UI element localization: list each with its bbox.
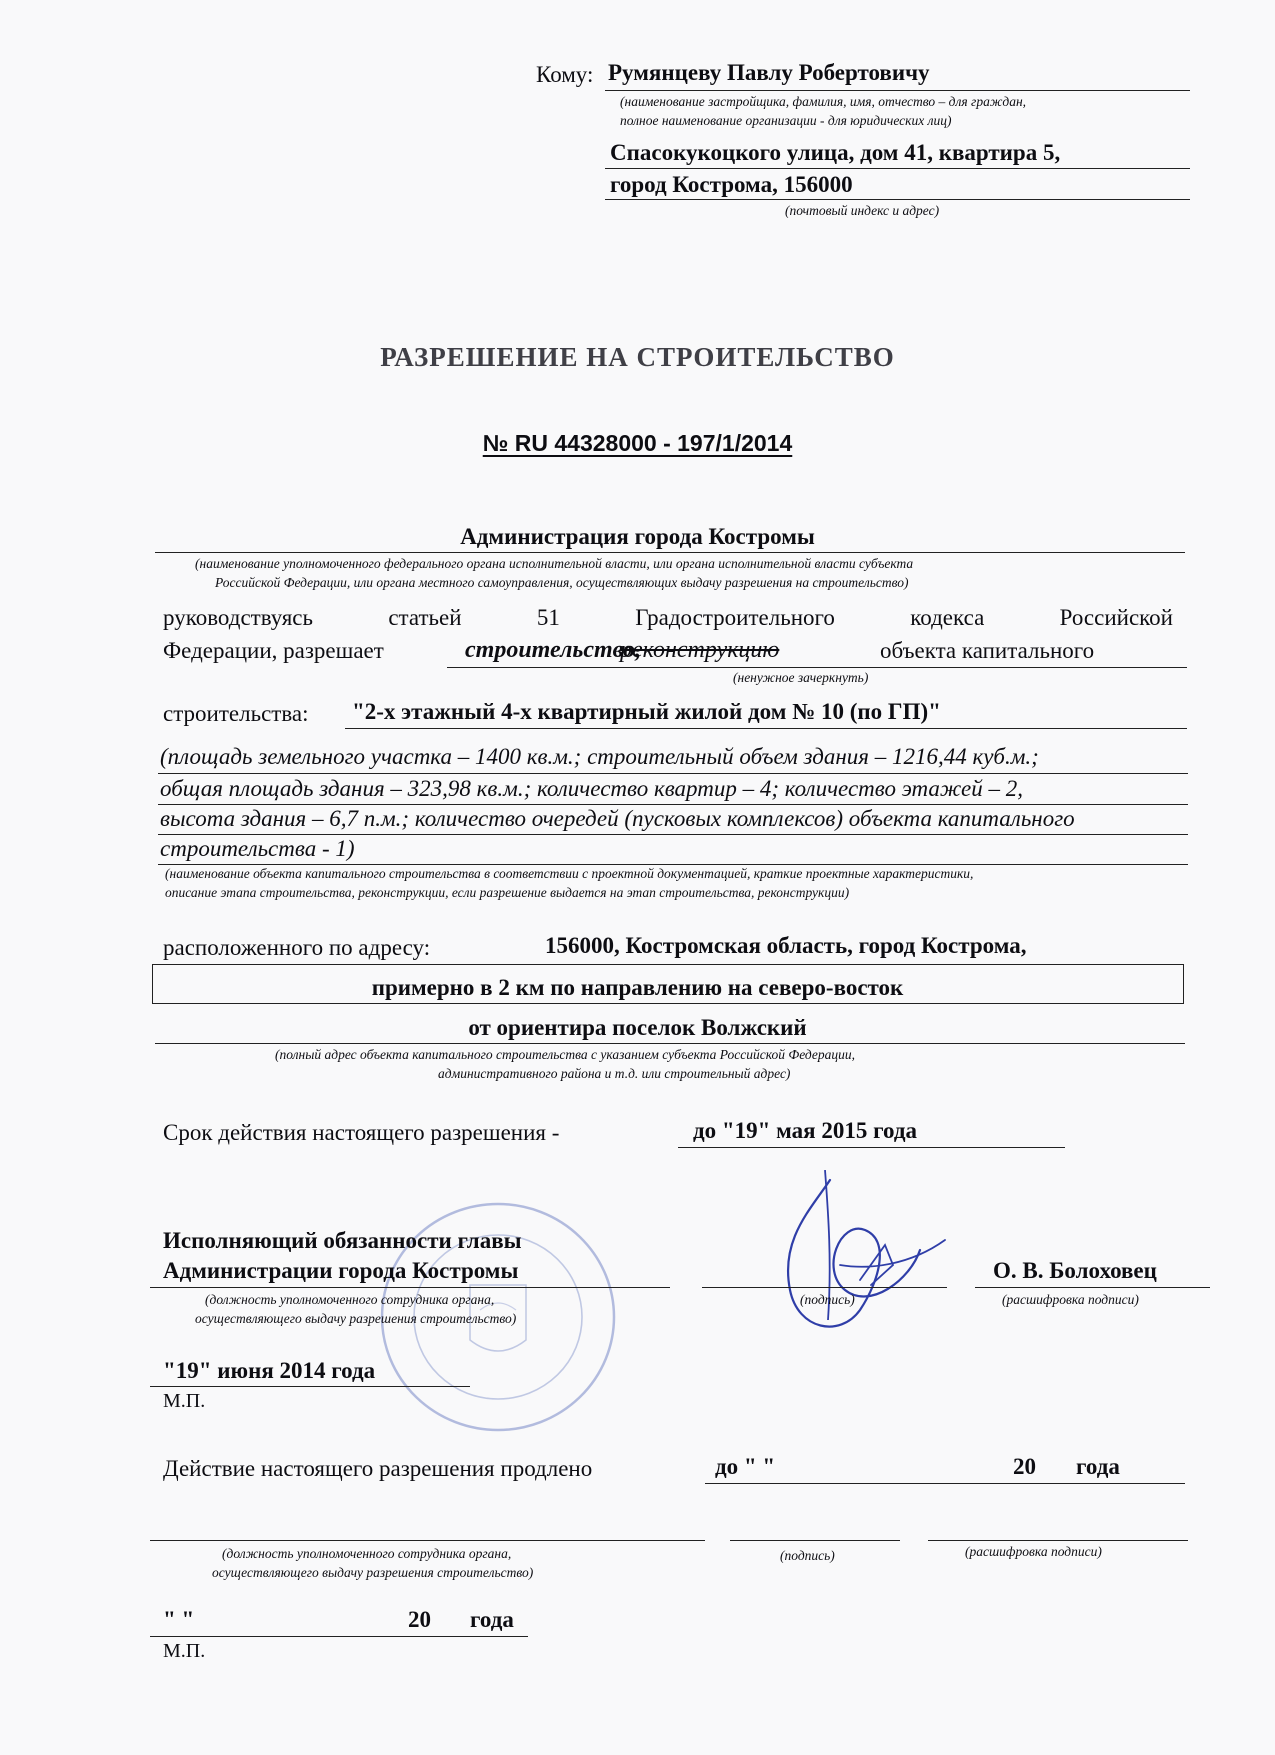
- extension-signature-line: [730, 1540, 900, 1541]
- signatory-position-1: Исполняющий обязанности главы: [163, 1228, 522, 1253]
- document-title: РАЗРЕШЕНИЕ НА СТРОИТЕЛЬСТВО: [380, 342, 895, 372]
- extension-signature-note: (подпись): [780, 1548, 835, 1563]
- authority-note-2: Российской Федерации, или органа местного самоуправления, осуществляющих выдачу разрешения на строительство): [215, 575, 909, 590]
- document-number: № RU 44328000 - 197/1/2014: [482, 430, 793, 456]
- validity-line: [678, 1147, 1065, 1148]
- recipient-name-line: [605, 90, 1190, 91]
- signatory-position-2: Администрации города Костромы: [163, 1258, 519, 1283]
- construction-type-value: строительство,: [465, 637, 642, 663]
- extension-value-prefix: до " ": [715, 1454, 776, 1479]
- extension-position-note-1: (должность уполномоченного сотрудника органа,: [222, 1546, 512, 1561]
- characteristics-rule-2: [158, 804, 1188, 805]
- extension-date-prefix: " ": [163, 1607, 195, 1632]
- validity-label: Срок действия настоящего разрешения -: [163, 1120, 560, 1145]
- body-type-line: [447, 667, 1187, 668]
- recipient-name-note-1: (наименование застройщика, фамилия, имя, отчество – для граждан,: [620, 94, 1027, 109]
- characteristics-rule-3: [158, 834, 1188, 835]
- body-word: Градостроительного: [635, 605, 835, 630]
- authority-line: [155, 552, 1185, 553]
- location-note-2: административного района и т.д. или строительный адрес): [438, 1066, 791, 1081]
- extension-stamp-label: М.П.: [163, 1640, 206, 1662]
- body-line-2-prefix: Федерации, разрешает: [163, 638, 384, 663]
- issue-date: "19" июня 2014 года: [163, 1358, 376, 1383]
- body-word: руководствуясь: [163, 605, 313, 630]
- signatory-name-line: [975, 1287, 1210, 1288]
- extension-position-line: [150, 1540, 705, 1541]
- body-word: статьей: [388, 605, 462, 630]
- issue-date-line: [150, 1386, 470, 1387]
- signatory-name-note: (расшифровка подписи): [1002, 1292, 1139, 1307]
- characteristics-line-1: (площадь земельного участка – 1400 кв.м.; строительный объем здания – 1216,44 куб.м.;: [160, 744, 1039, 769]
- authority-note-1: (наименование уполномоченного федерального органа исполнительной власти, или органа исполнительной власти субъекта: [195, 556, 914, 571]
- body-line-3-prefix: строительства:: [163, 701, 309, 726]
- extension-name-note: (расшифровка подписи): [965, 1544, 1102, 1559]
- extension-name-line: [928, 1540, 1188, 1541]
- validity-value: до "19" мая 2015 года: [693, 1118, 917, 1143]
- stamp-label: М.П.: [163, 1390, 206, 1412]
- signatory-signature-line: [702, 1287, 947, 1288]
- struck-type-value: реконструкцию: [620, 637, 780, 663]
- extension-date-line: [150, 1636, 528, 1637]
- location-prefix: расположенного по адресу:: [163, 935, 431, 960]
- signature-icon: [770, 1170, 960, 1345]
- strike-note: (ненужное зачеркнуть): [733, 670, 869, 685]
- object-name-line: [345, 728, 1187, 729]
- recipient-address-2: город Кострома, 156000: [610, 172, 853, 197]
- location-note-1: (полный адрес объекта капитального строительства с указанием субъекта Российской Федерации,: [275, 1047, 856, 1062]
- extension-date-year: 20: [408, 1607, 431, 1632]
- signatory-position-line: [150, 1287, 670, 1288]
- object-note-2: описание этапа строительства, реконструкции, если разрешение выдается на этап строительства, реконструкции): [165, 885, 850, 900]
- location-line: [155, 1043, 1185, 1044]
- signatory-name: О. В. Болоховец: [993, 1258, 1157, 1283]
- characteristics-line-4: строительства - 1): [160, 836, 355, 861]
- body-word: Российской: [1059, 605, 1173, 630]
- signatory-signature-note: (подпись): [800, 1292, 855, 1307]
- body-word: кодекса: [910, 605, 985, 630]
- extension-position-note-2: осуществляющего выдачу разрешения строительство): [212, 1565, 534, 1580]
- characteristics-line-2: общая площадь здания – 323,98 кв.м.; количество квартир – 4; количество этажей – 2,: [160, 776, 1023, 801]
- characteristics-line-3: высота здания – 6,7 п.м.; количество очередей (пусковых комплексов) объекта капитального: [160, 806, 1075, 831]
- location-line-2: примерно в 2 км по направлению на северо-восток: [371, 975, 904, 1000]
- extension-date-suffix: года: [470, 1607, 514, 1632]
- characteristics-rule-4: [158, 864, 1188, 865]
- body-line-1: [163, 605, 1173, 631]
- location-line-3: от ориентира поселок Волжский: [468, 1015, 807, 1040]
- signatory-position-note-2: осуществляющего выдачу разрешения строительство): [195, 1311, 517, 1326]
- extension-value-line: [705, 1483, 1185, 1484]
- location-line-1: 156000, Костромская область, город Кострома,: [545, 933, 1027, 958]
- signatory-position-note-1: (должность уполномоченного сотрудника органа,: [205, 1292, 495, 1307]
- characteristics-rule-1: [158, 773, 1188, 774]
- body-line-2-suffix: объекта капитального: [880, 638, 1095, 663]
- recipient-address-note: (почтовый индекс и адрес): [785, 203, 940, 218]
- extension-value-suffix: года: [1076, 1454, 1120, 1479]
- authority-name: Администрация города Костромы: [460, 524, 815, 549]
- recipient-address-line-2: [605, 199, 1190, 200]
- object-note-1: (наименование объекта капитального строительства в соответствии с проектной документацией, краткие проектные характеристики,: [165, 866, 974, 881]
- extension-label: Действие настоящего разрешения продлено: [163, 1456, 593, 1481]
- extension-value-year: 20: [1013, 1454, 1036, 1479]
- object-name: "2-х этажный 4-х квартирный жилой дом № 10 (по ГП)": [352, 699, 941, 724]
- recipient-address-line-1: [605, 168, 1190, 169]
- recipient-address-1: Спасокукоцкого улица, дом 41, квартира 5,: [610, 140, 1061, 165]
- recipient-name: Румянцеву Павлу Робертовичу: [608, 60, 930, 85]
- recipient-label: Кому:: [536, 62, 594, 87]
- recipient-name-note-2: полное наименование организации - для юридических лиц): [620, 113, 952, 128]
- body-word: 51: [536, 605, 560, 630]
